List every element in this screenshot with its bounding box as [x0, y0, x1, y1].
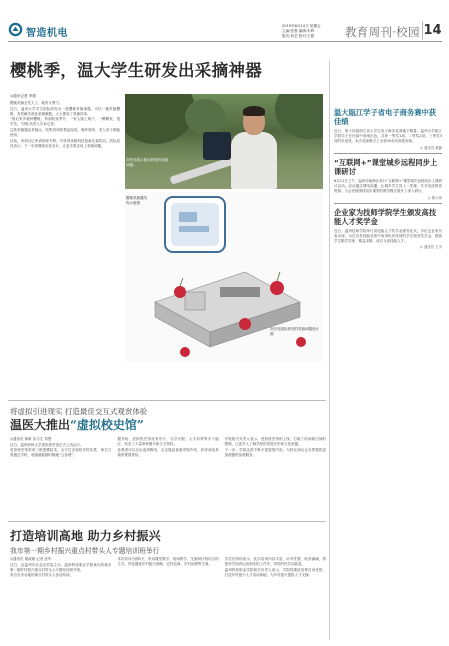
news3-text: 近日，温州技师学院举行高技能人才奖学金颁发仪式。多位企业家代表出席，为在各类技能竞赛中取得优异成绩的学生颁发奖学金，鼓励学生勤学苦练、精益求精，成长为高技能人才。 [334, 228, 442, 243]
column-divider [329, 60, 330, 640]
page-number: 14 [423, 23, 442, 38]
article3-column [225, 557, 326, 579]
article2-paragraph: 参观者可以自由选择路线，点击展品查看详细介绍，获得身临其境的观展体验。 [117, 447, 219, 457]
article3-paragraph: 来自全市各地的重点村带头人参加培训。 [10, 573, 73, 578]
article2-column [225, 437, 326, 459]
main-paragraph: 樱桃采摘全凭人工，耗时又费力。 [10, 101, 63, 105]
issue-editors: 主编:张强 编辑:朱晖 [282, 29, 315, 34]
news2-title: “互联网+”课堂城乡远程同步上课研讨 [334, 157, 438, 176]
article3-body [10, 557, 326, 579]
issue-layout: 版式:何艺 校对:王聪 [282, 34, 315, 39]
right-news-column [334, 108, 442, 249]
article3-column [10, 557, 111, 579]
section-divider [8, 521, 326, 522]
photo-caption: 刘杰亮展示他们研发的采摘神器。 [126, 158, 168, 167]
article2-paragraph: 下一步，学校还将不断丰富展馆内容，为校友和社会各界提供更加便捷的参观服务。 [224, 447, 326, 457]
article2-title-quote: “虚拟校史馆” [70, 418, 144, 432]
article2-paragraph: 近日，温州医科大学虚拟校史馆正式上线运行。 [10, 442, 84, 447]
article3-title: 打造培训高地 助力乡村振兴 [10, 529, 161, 543]
article2-paragraph: 据介绍，虚拟校史馆设有序厅、办学历程、人才培养等多个展区，收录了大量珍贵图片和文字资料。 [117, 437, 219, 447]
article3-column [117, 557, 218, 579]
article2-paragraph: 学校相关负责人表示，虚拟校史馆的上线，打破了时间和空间的限制，让更多人了解学校的发展历史和文化底蕴。 [224, 437, 326, 447]
article2-column [117, 437, 218, 459]
article2-title-prefix: 温医大推出 [10, 418, 71, 432]
news-divider [334, 203, 442, 204]
section-divider [8, 400, 326, 401]
design-caption: 刘杰亮团队研发的采摘神器设计图 [270, 327, 319, 336]
main-headline: 樱桃季，温大学生研发出采摘神器 [10, 61, 262, 80]
main-byline: ◎通讯记者 李璟 [10, 94, 36, 98]
header-divider [8, 41, 442, 42]
article2-body [10, 437, 326, 459]
news2-text: 6月11日上午，温州市瓯海区举行“互联网+”课堂城乡远程同步上课研讨活动。活动通过网络直播，让城乡学生同上一堂课，共享优质教育资源。与会老师围绕同步课堂的教学模式展开了深入研讨。 [334, 178, 442, 193]
article2-title [10, 416, 320, 433]
main-paragraph: 这款采摘器由采摘头、收集管和收集袋组成，操作简单，老人孩子都能使用。 [10, 127, 120, 138]
article2-column [10, 437, 111, 459]
news1-body [334, 129, 442, 144]
issue-date: 2019年6月14日 星期五 [282, 24, 321, 28]
news1-text: 近日，第十四届浙江省大学生电子商务竞赛落下帷幕，温州大学瓯江学院学子在比赛中表现出色，共获一等奖1项、二等奖2项、三等奖3项的好成绩。本次竞赛吸引了全省90余所高校参赛。 [334, 129, 442, 144]
diagram-caption: 樱桃采摘器结构示意图 [126, 196, 147, 205]
article3-paragraph: ◎通讯员 胡淑娟 记者 张军 [10, 557, 52, 561]
article3-paragraph: 本次培训为期5天，采用课堂教学、现场教学、交流研讨相结合的方式，内容涵盖乡村振兴战略、农村电商、乡村治理等方面。 [117, 557, 219, 567]
news3-title: 企业家为技师学院学生颁发高技能人才奖学金 [334, 207, 437, 226]
main-paragraph: 近日，温州大学学生团队研发出一款樱桃采摘神器，可以一键采摘樱桃，有效解决高处采摘难题，大大提高了采摘效率。 [10, 106, 120, 116]
logo-text: 智造机电 [26, 28, 68, 39]
article2-kicker: 将虚拟引进现实 打造最佳交互式观赏体验 [10, 407, 148, 416]
page-header [0, 0, 449, 48]
article3-paragraph: 学员们纷纷表示，此次培训内容丰富、针对性强，收获满满，将把所学知识运用到实际工作中，带领村民共同致富。 [224, 557, 326, 567]
main-paragraph: “我们家乡就种樱桃，每到收获季节，一家人爬上爬下，一颗颗采，很辛苦。”团队负责人告诉记者。 [10, 117, 120, 127]
main-paragraph: 目前，该项目已申请国家专利，并获得省级科技创新比赛奖项。团队成员表示，下一步将继续优化设计，让更多果农用上采摘神器。 [10, 138, 120, 148]
article3-paragraph: 温州科技职业学院相关负责人表示，学院将继续发挥自身优势，打造乡村振兴人才培训高地，为乡村振兴提供人才支撑。 [224, 567, 326, 577]
news1-signature: ◎ 通讯员 黄静 [419, 145, 442, 150]
news-divider [334, 153, 442, 154]
article3-paragraph: 近日，由温州市农业农村局主办、温州科技职业学院承办的我市第一期乡村振兴重点村带头人专题培训班开班。 [10, 562, 112, 572]
issue-info [282, 24, 344, 40]
news2-signature: ◎ 陈小萍 [427, 195, 442, 200]
article2-paragraph: 虚拟校史馆采用三维建模技术，全方位还原校史馆实景，师生只需通过手机、电脑就能随时随地“云参观”。 [10, 448, 112, 458]
news2-body [334, 179, 442, 194]
news1-title: 温大瓯江学子省电子商务赛中获佳绩 [334, 108, 437, 126]
photo-student-with-picker [125, 94, 323, 189]
article2-paragraph: ◎通讯员 林新 实习生 刘慧 [10, 437, 52, 441]
main-article-text [10, 94, 120, 149]
school-logo-icon [8, 22, 23, 37]
news3-body [334, 229, 442, 244]
section-title: 教育周刊·校园 [345, 25, 420, 39]
news3-signature: ◎ 通讯员 王平 [419, 245, 442, 250]
article3-subtitle: 我市第一期乡村振兴重点村带头人专题培训班举行 [10, 547, 160, 555]
